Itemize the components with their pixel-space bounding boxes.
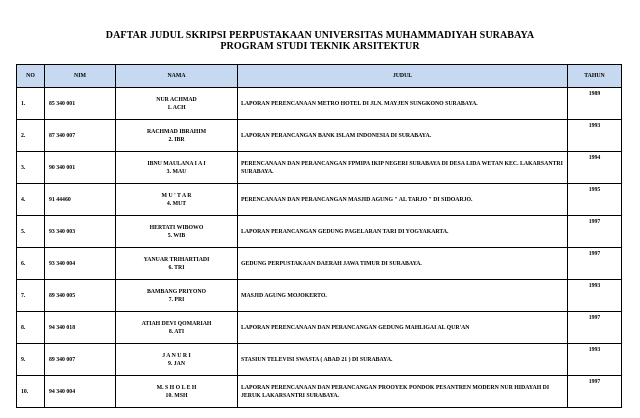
cell-nama: [116, 376, 238, 408]
cell-nama: [116, 312, 238, 344]
table-row: [17, 344, 622, 376]
cell-nim: 90 340 001: [45, 152, 116, 184]
cell-tahun: 1997: [568, 376, 622, 408]
cell-no: 2.: [17, 120, 45, 152]
student-code: 10. MSH: [165, 392, 188, 399]
cell-nim: 89 340 005: [45, 280, 116, 312]
student-code: 6. TRI: [168, 264, 185, 271]
cell-judul: GEDUNG PERPUSTAKAAN DAERAH JAWA TIMUR DI SURABAYA.: [238, 248, 568, 280]
cell-nama: [116, 344, 238, 376]
student-code: 1. ACH: [167, 104, 186, 111]
cell-judul: LAPORAN PERENCANAAN DAN PERANCANGAN GEDUNG MAHLIGAI AL QUR'AN: [238, 312, 568, 344]
cell-tahun: 1993: [568, 280, 622, 312]
cell-no: 6.: [17, 248, 45, 280]
header-no: NO: [17, 65, 45, 88]
table-row: [17, 120, 622, 152]
cell-judul: LAPORAN PERANCANGAN BANK ISLAM INDONESIA DI SURABAYA.: [238, 120, 568, 152]
student-name: IBNU MAULANA I A I: [147, 160, 206, 167]
cell-no: 3.: [17, 152, 45, 184]
cell-nama: [116, 216, 238, 248]
cell-nim: 89 340 007: [45, 344, 116, 376]
header-tahun: TAHUN: [568, 65, 622, 88]
cell-judul: LAPORAN PERENCANAAN DAN PERANCANGAN PROOYEK PONDOK PESANTREN MODERN NUR HIDAYAH DI JERUK LAKARSANTRI SURABAYA.: [238, 376, 568, 408]
cell-no: 4.: [17, 184, 45, 216]
thesis-table: [16, 64, 622, 408]
student-name: ATIAH DEVI QOMARIAH: [141, 320, 212, 327]
cell-tahun: 1997: [568, 248, 622, 280]
cell-tahun: 1994: [568, 152, 622, 184]
cell-nama: [116, 88, 238, 120]
cell-nim: 93 340 003: [45, 216, 116, 248]
student-name: YANUAR TRIHARTIADI: [143, 256, 210, 263]
header-judul: JUDUL: [238, 65, 568, 88]
table-row: [17, 152, 622, 184]
cell-tahun: 1993: [568, 120, 622, 152]
student-code: 3. MAU: [166, 168, 187, 175]
student-name: J A N U R I: [162, 352, 191, 359]
cell-nim: 91 44460: [45, 184, 116, 216]
table-row: [17, 184, 622, 216]
student-name: M. S H O L E H: [156, 384, 197, 391]
cell-judul: LAPORAN PERENCANAAN METRO HOTEL DI JLN. MAYJEN SUNGKONO SURABAYA.: [238, 88, 568, 120]
student-code: 2. IBR: [168, 136, 185, 143]
document-title: DAFTAR JUDUL SKRIPSI PERPUSTAKAAN UNIVERSITAS MUHAMMADIYAH SURABAYA: [105, 30, 535, 41]
cell-no: 9.: [17, 344, 45, 376]
cell-judul: PERENCANAAN DAN PERANCANGAN FPMIPA IKIP NEGERI SURABAYA DI DESA LIDA WETAN KEC. LAKARSANTRI SURABAYA.: [238, 152, 568, 184]
cell-tahun: 1997: [568, 312, 622, 344]
cell-nim: 85 340 001: [45, 88, 116, 120]
student-code: 4. MUT: [166, 200, 187, 207]
cell-nama: [116, 120, 238, 152]
cell-nama: [116, 184, 238, 216]
cell-tahun: 1997: [568, 216, 622, 248]
document-subtitle: PROGRAM STUDI TEKNIK ARSITEKTUR: [220, 41, 420, 52]
cell-nim: 94 340 004: [45, 376, 116, 408]
cell-nama: [116, 152, 238, 184]
cell-judul: STASIUN TELEVISI SWASTA ( ABAD 21 ) DI SURABAYA.: [238, 344, 568, 376]
student-code: 5. WIB: [167, 232, 186, 239]
cell-no: 5.: [17, 216, 45, 248]
table-row: [17, 280, 622, 312]
cell-no: 1.: [17, 88, 45, 120]
table-row: [17, 376, 622, 408]
table-row: [17, 88, 622, 120]
student-name: NUR ACHMAD: [156, 96, 197, 103]
student-name: HERTATI WIBOWO: [149, 224, 204, 231]
cell-tahun: 1993: [568, 344, 622, 376]
cell-no: 7.: [17, 280, 45, 312]
cell-nim: 93 340 004: [45, 248, 116, 280]
student-name: RACHMAD IBRAHIM: [146, 128, 207, 135]
cell-no: 8.: [17, 312, 45, 344]
cell-tahun: 1995: [568, 184, 622, 216]
cell-judul: LAPORAN PERANCANGAN GEDUNG PAGELARAN TARI DI YOGYAKARTA.: [238, 216, 568, 248]
cell-no: 10.: [17, 376, 45, 408]
table-row: [17, 248, 622, 280]
cell-nama: [116, 280, 238, 312]
student-code: 9. JAN: [167, 360, 186, 367]
cell-nim: 87 340 007: [45, 120, 116, 152]
table-header-row: [17, 65, 622, 88]
table-row: [17, 216, 622, 248]
student-name: BAMBANG PRIYONO: [146, 288, 207, 295]
header-nama: NAMA: [116, 65, 238, 88]
cell-nim: 94 340 018: [45, 312, 116, 344]
cell-tahun: 1989: [568, 88, 622, 120]
header-nim: NIM: [45, 65, 116, 88]
cell-judul: MASJID AGUNG MOJOKERTO.: [238, 280, 568, 312]
cell-nama: [116, 248, 238, 280]
table-row: [17, 312, 622, 344]
student-code: 8. ATI: [168, 328, 185, 335]
cell-judul: PERENCANAAN DAN PERANCANGAN MASJID AGUNG " AL TARJO " DI SIDOARJO.: [238, 184, 568, 216]
student-code: 7. PRI: [168, 296, 185, 303]
student-name: M U ' T A R: [161, 192, 192, 199]
